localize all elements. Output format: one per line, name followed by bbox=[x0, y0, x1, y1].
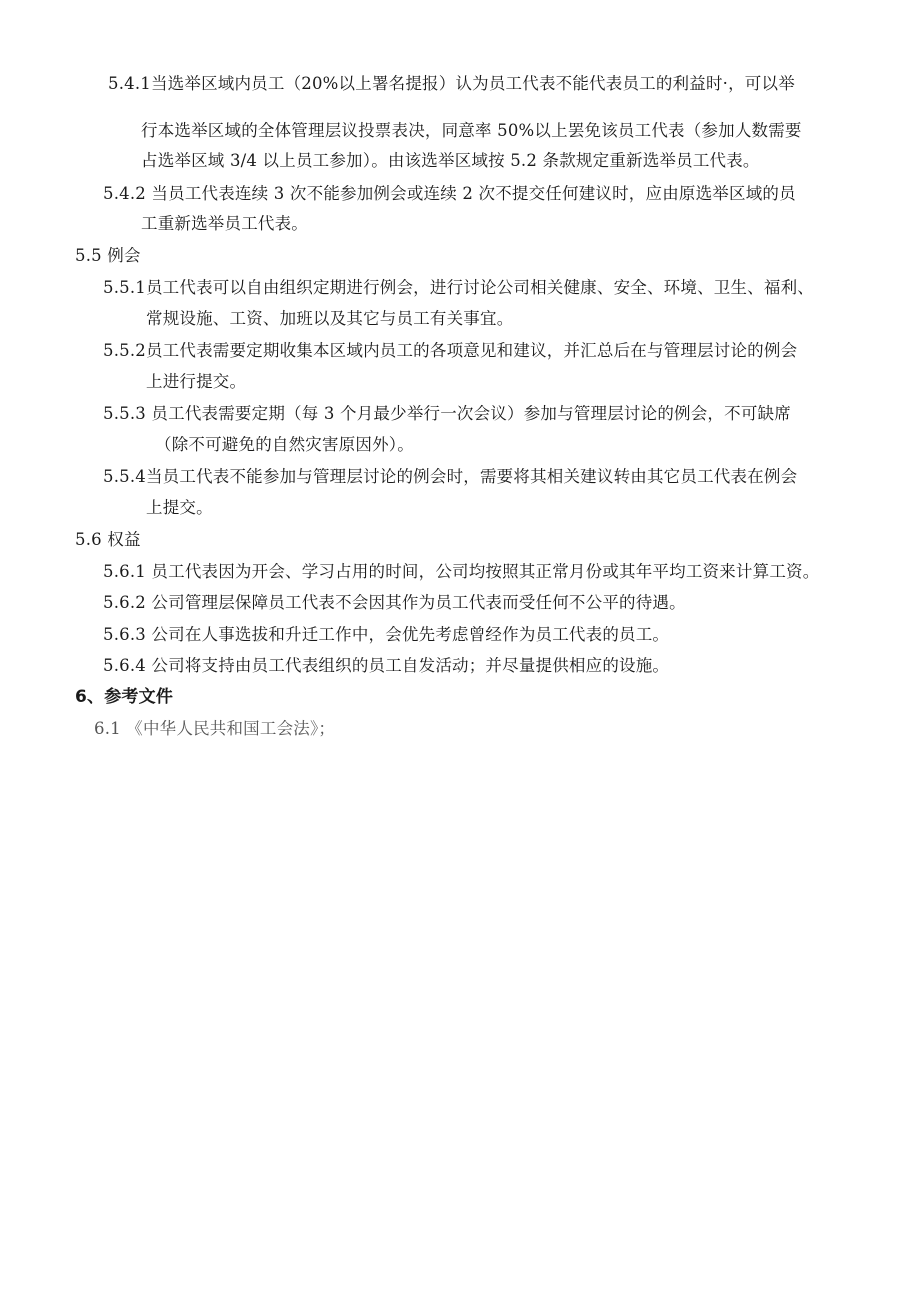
clause-5-5-2-line-2: 上进行提交。 bbox=[146, 372, 247, 391]
clause-5-4-2-line-2: 工重新选举员工代表。 bbox=[141, 214, 308, 233]
clause-5-5-4-line-1: 5.5.4当员工代表不能参加与管理层讨论的例会时，需要将其相关建议转由其它员工代表在例会 bbox=[103, 467, 798, 486]
clause-5-6-3: 5.6.3 公司在人事选拔和升迁工作中，会优先考虑曾经作为员工代表的员工。 bbox=[103, 625, 670, 644]
section-heading-5-6: 5.6 权益 bbox=[75, 530, 141, 549]
clause-5-5-1-line-2: 常规设施、工资、加班以及其它与员工有关事宜。 bbox=[146, 309, 514, 328]
clause-5-5-4-line-2: 上提交。 bbox=[146, 498, 213, 517]
clause-5-6-4: 5.6.4 公司将支持由员工代表组织的员工自发活动；并尽量提供相应的设施。 bbox=[103, 656, 670, 675]
clause-5-4-1-line-1: 5.4.1当选举区域内员工（20%以上署名提报）认为员工代表不能代表员工的利益时·，可以举 bbox=[108, 74, 795, 93]
clause-5-4-1-line-3: 占选举区域 3/4 以上员工参加）。由该选举区域按 5.2 条款规定重新选举员工代表。 bbox=[141, 151, 760, 170]
clause-5-5-3-line-1: 5.5.3 员工代表需要定期（每 3 个月最少举行一次会议）参加与管理层讨论的例会，不可缺席 bbox=[103, 404, 791, 423]
clause-5-4-1-line-2: 行本选举区域的全体管理层议投票表决，同意率 50%以上罢免该员工代表（参加人数需要 bbox=[141, 121, 802, 140]
clause-5-5-1-line-1: 5.5.1员工代表可以自由组织定期进行例会，进行讨论公司相关健康、安全、环境、卫生、福利、 bbox=[103, 278, 814, 297]
section-heading-5-5: 5.5 例会 bbox=[75, 246, 141, 265]
clause-5-6-1: 5.6.1 员工代表因为开会、学习占用的时间，公司均按照其正常月份或其年平均工资来计算工资。 bbox=[103, 562, 820, 581]
clause-5-6-2: 5.6.2 公司管理层保障员工代表不会因其作为员工代表而受任何不公平的待遇。 bbox=[103, 593, 686, 612]
section-heading-6: 6、参考文件 bbox=[75, 687, 174, 707]
reference-6-1: 6.1 《中华人民共和国工会法》； bbox=[94, 719, 336, 738]
clause-5-5-2-line-1: 5.5.2员工代表需要定期收集本区域内员工的各项意见和建议，并汇总后在与管理层讨论的例会 bbox=[103, 341, 798, 360]
clause-5-4-2-line-1: 5.4.2 当员工代表连续 3 次不能参加例会或连续 2 次不提交任何建议时，应由原选举区域的员 bbox=[103, 184, 796, 203]
clause-5-5-3-line-2: （除不可避免的自然灾害原因外）。 bbox=[155, 435, 414, 454]
